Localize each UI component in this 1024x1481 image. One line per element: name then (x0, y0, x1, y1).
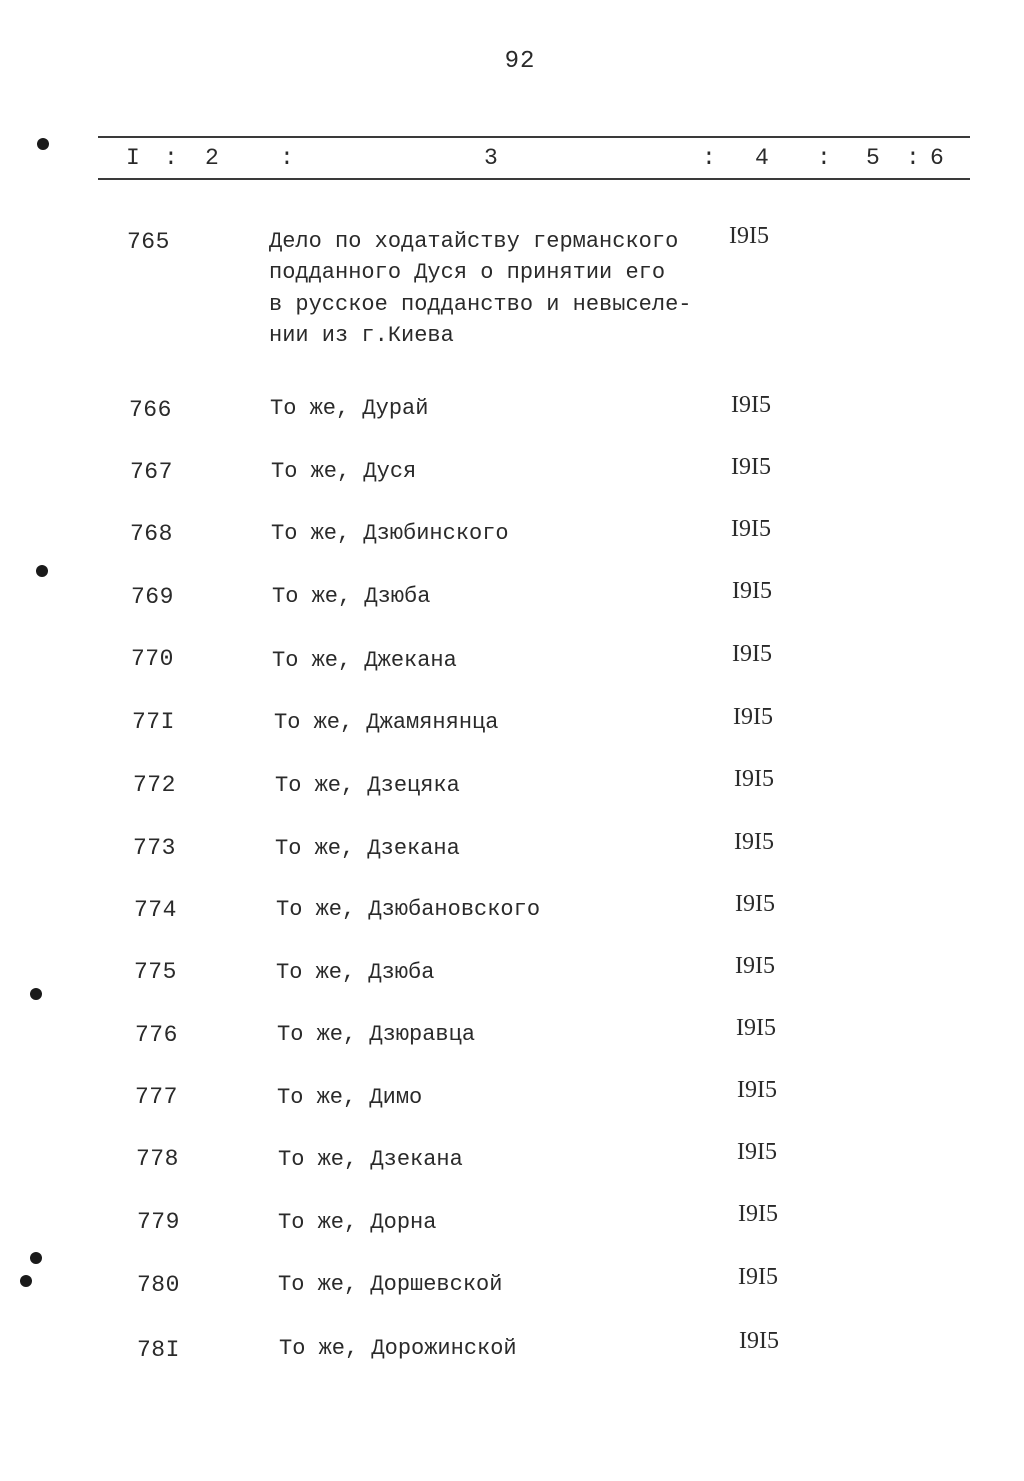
row-year: I9I5 (732, 641, 772, 667)
row-number: 77I (132, 709, 175, 735)
row-description-line: То же, Дзюравца (277, 1022, 476, 1047)
row-description-line: То же, Дзюбановского (276, 897, 541, 922)
row-description-line: То же, Дурай (270, 396, 429, 421)
column-header-6: 6 (930, 145, 944, 171)
row-description-line: в русское подданство и невыселе- (269, 292, 692, 317)
row-description-line: То же, Джекана (272, 648, 457, 673)
punch-hole-mark (30, 1252, 42, 1264)
column-header-5: 5 (866, 145, 880, 171)
row-description-line: То же, Джамянянца (274, 710, 499, 735)
row-year: I9I5 (739, 1328, 779, 1354)
column-header-4: 4 (755, 145, 769, 171)
header-bottom-rule (98, 178, 970, 180)
row-year: I9I5 (734, 766, 774, 792)
row-description-line: То же, Дзецяка (275, 773, 460, 798)
row-number: 772 (133, 772, 176, 798)
row-description-line: То же, Дзекана (275, 836, 460, 861)
row-year: I9I5 (737, 1139, 777, 1165)
row-year: I9I5 (733, 704, 773, 730)
row-description-line: То же, Доршевской (278, 1272, 503, 1297)
punch-hole-mark (20, 1275, 32, 1287)
row-number: 766 (129, 397, 172, 423)
row-year: I9I5 (735, 891, 775, 917)
row-description-line: То же, Дорна (278, 1210, 437, 1235)
row-number: 776 (135, 1022, 178, 1048)
row-description-line: То же, Дзюбинского (271, 521, 509, 546)
row-year: I9I5 (737, 1077, 777, 1103)
column-separator: : (906, 145, 920, 171)
column-separator: : (817, 145, 831, 171)
row-description-line: То же, Дорожинской (279, 1336, 517, 1361)
row-description-line: подданного Дуся о принятии его (269, 260, 666, 285)
row-number: 768 (130, 521, 173, 547)
row-year: I9I5 (738, 1201, 778, 1227)
row-description-line: То же, Димо (277, 1085, 423, 1110)
row-number: 767 (130, 459, 173, 485)
row-year: I9I5 (729, 223, 769, 249)
row-number: 769 (131, 584, 174, 610)
row-year: I9I5 (731, 392, 771, 418)
column-header-3: 3 (484, 145, 498, 171)
column-header-2: 2 (205, 145, 219, 171)
row-year: I9I5 (735, 953, 775, 979)
row-number: 779 (137, 1209, 180, 1235)
column-header-1: I (126, 145, 140, 171)
punch-hole-mark (37, 138, 49, 150)
row-number: 774 (134, 897, 177, 923)
header-top-rule (98, 136, 970, 138)
column-separator: : (280, 145, 294, 171)
row-description-line: То же, Дуся (271, 459, 417, 484)
punch-hole-mark (36, 565, 48, 577)
row-year: I9I5 (736, 1015, 776, 1041)
row-year: I9I5 (734, 829, 774, 855)
row-description-line: То же, Дзюба (276, 960, 435, 985)
row-number: 765 (127, 229, 170, 255)
row-year: I9I5 (731, 454, 771, 480)
row-number: 770 (131, 646, 174, 672)
row-number: 777 (135, 1084, 178, 1110)
row-description-line: нии из г.Киева (269, 323, 454, 348)
row-description-line: То же, Дзекана (278, 1147, 463, 1172)
column-separator: : (702, 145, 716, 171)
row-number: 780 (137, 1272, 180, 1298)
column-separator: : (164, 145, 178, 171)
row-number: 778 (136, 1146, 179, 1172)
row-number: 773 (133, 835, 176, 861)
row-number: 78I (137, 1337, 180, 1363)
page-number: 92 (504, 48, 536, 75)
row-year: I9I5 (738, 1264, 778, 1290)
row-year: I9I5 (731, 516, 771, 542)
row-year: I9I5 (732, 578, 772, 604)
row-description-line: Дело по ходатайству германского (269, 229, 679, 254)
row-number: 775 (134, 959, 177, 985)
punch-hole-mark (30, 988, 42, 1000)
row-description-line: То же, Дзюба (272, 584, 431, 609)
